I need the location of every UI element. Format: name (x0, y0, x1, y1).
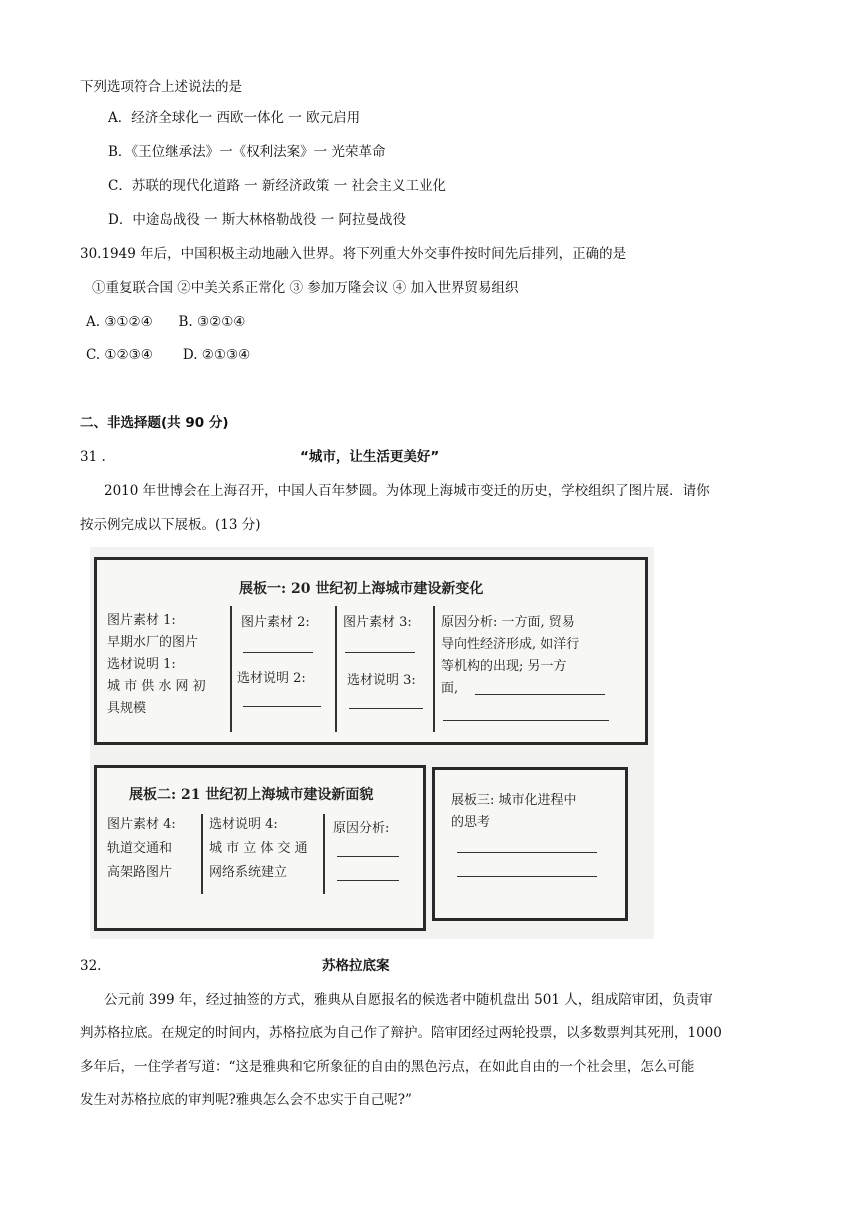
board-one (94, 557, 648, 745)
board-one-col1-line4: 城 市 供 水 网 初 (107, 679, 206, 694)
board-two-col1-line3: 高架路图片 (107, 865, 173, 880)
q29-option-d: D．中途岛战役 一 斯大林格勒战役 一 阿拉曼战役 (108, 212, 406, 228)
board-one-col2-bottom: 选材说明 2: (237, 671, 306, 686)
board-one-col4-line1: 原因分析: 一方面, 贸易 (441, 615, 575, 630)
board-two-divider-1 (201, 814, 203, 894)
board-one-divider-2 (335, 606, 337, 732)
board-two-col2-line1: 选材说明 4: (209, 817, 278, 832)
board-one-divider-1 (230, 606, 232, 732)
board-one-col3-blank-2 (349, 708, 423, 709)
board-three (432, 767, 628, 921)
board-three-blank-2 (457, 876, 597, 877)
q32-para4: 发生对苏格拉底的审判呢?雅典怎么会不忠实于自己呢?” (80, 1092, 412, 1108)
q30-stem: 30.1949 年后，中国积极主动地融入世界。将下列重大外交事件按时间先后排列，正确的是 (80, 246, 627, 262)
section-heading: 二、非选择题(共 90 分) (80, 415, 229, 431)
q31-title: “城市，让生活更美好” (300, 449, 440, 465)
board-one-col1-line1: 图片素材 1: (107, 613, 176, 628)
board-one-title: 展板一: 20 世纪初上海城市建设新变化 (239, 581, 484, 597)
board-two-divider-2 (323, 814, 325, 894)
q32-para2: 判苏格拉底。在规定的时间内，苏格拉底为自己作了辩护。陪审团经过两轮投票，以多数票判其死刑，1000 (80, 1025, 722, 1041)
board-one-col1-line3: 选材说明 1: (107, 657, 176, 672)
board-two (94, 765, 426, 931)
board-one-col2-blank-2 (243, 706, 321, 707)
board-one-col4-line4: 面, (441, 681, 459, 696)
q31-para2: 按示例完成以下展板。(13 分) (80, 517, 261, 533)
board-three-blank-1 (457, 852, 597, 853)
board-one-col4-line2: 导向性经济形成, 如洋行 (441, 637, 580, 652)
board-one-col1-line5: 具规模 (107, 701, 147, 716)
q32-para1: 公元前 399 年，经过抽签的方式，雅典从自愿报名的候选者中随机盘出 501 人，组成陪审团，负责审 (104, 992, 713, 1008)
q32-para3: 多年后，一住学者写道：“这是雅典和它所象征的自由的黑色污点，在如此自由的一个社会里，怎么可能 (80, 1059, 695, 1075)
board-two-col2-line2: 城 市 立 体 交 通 (209, 841, 308, 856)
board-three-title-line1: 展板三: 城市化进程中 (451, 793, 577, 808)
q31-number: 31 . (80, 449, 106, 465)
q29-option-a: A．经济全球化一 西欧一体化 一 欧元启用 (108, 110, 361, 126)
board-one-col3-top: 图片素材 3: (343, 615, 412, 630)
q32-number: 32. (80, 958, 102, 974)
q30-items: ①重复联合国 ②中美关系正常化 ③ 参加万隆会议 ④ 加入世界贸易组织 (92, 280, 519, 296)
q29-option-b: B．《王位继承法》一《权利法案》一 光荣革命 (108, 144, 386, 160)
board-two-col3: 原因分析: (333, 821, 390, 836)
q31-para1: 2010 年世博会在上海召开，中国人百年梦圆。为体现上海城市变迁的历史，学校组织了图片展．请你 (104, 483, 710, 499)
board-three-title-line2: 的思考 (451, 815, 491, 830)
board-two-col3-blank-1 (337, 856, 399, 857)
q32-title: 苏格拉底案 (322, 958, 390, 974)
q29-stem: 下列选项符合上述说法的是 (80, 79, 242, 95)
board-one-col4-line3: 等机构的出现; 另一方 (441, 659, 567, 674)
q29-option-c: C．苏联的现代化道路 一 新经济政策 一 社会主义工业化 (108, 178, 446, 194)
board-two-col2-line3: 网络系统建立 (209, 865, 288, 880)
board-one-col2-top: 图片素材 2: (241, 615, 310, 630)
board-two-col1-line2: 轨道交通和 (107, 841, 173, 856)
q30-options-row1: A. ③①②④ B. ③②①④ (86, 314, 246, 330)
board-one-col4-blank-2 (443, 720, 609, 721)
board-one-divider-3 (433, 606, 435, 732)
display-board-image (90, 547, 654, 939)
board-two-col1-line1: 图片素材 4: (107, 817, 176, 832)
board-one-col3-blank-1 (345, 652, 415, 653)
board-two-col3-blank-2 (337, 880, 399, 881)
q30-options-row2: C. ①②③④ D. ②①③④ (86, 347, 251, 363)
board-one-col4-blank-1 (475, 694, 605, 695)
board-one-col1-line2: 早期水厂的图片 (107, 635, 199, 650)
board-one-col3-bottom: 选材说明 3: (347, 673, 416, 688)
board-two-title: 展板二: 21 世纪初上海城市建设新面貌 (129, 787, 374, 803)
board-one-col2-blank-1 (243, 652, 313, 653)
